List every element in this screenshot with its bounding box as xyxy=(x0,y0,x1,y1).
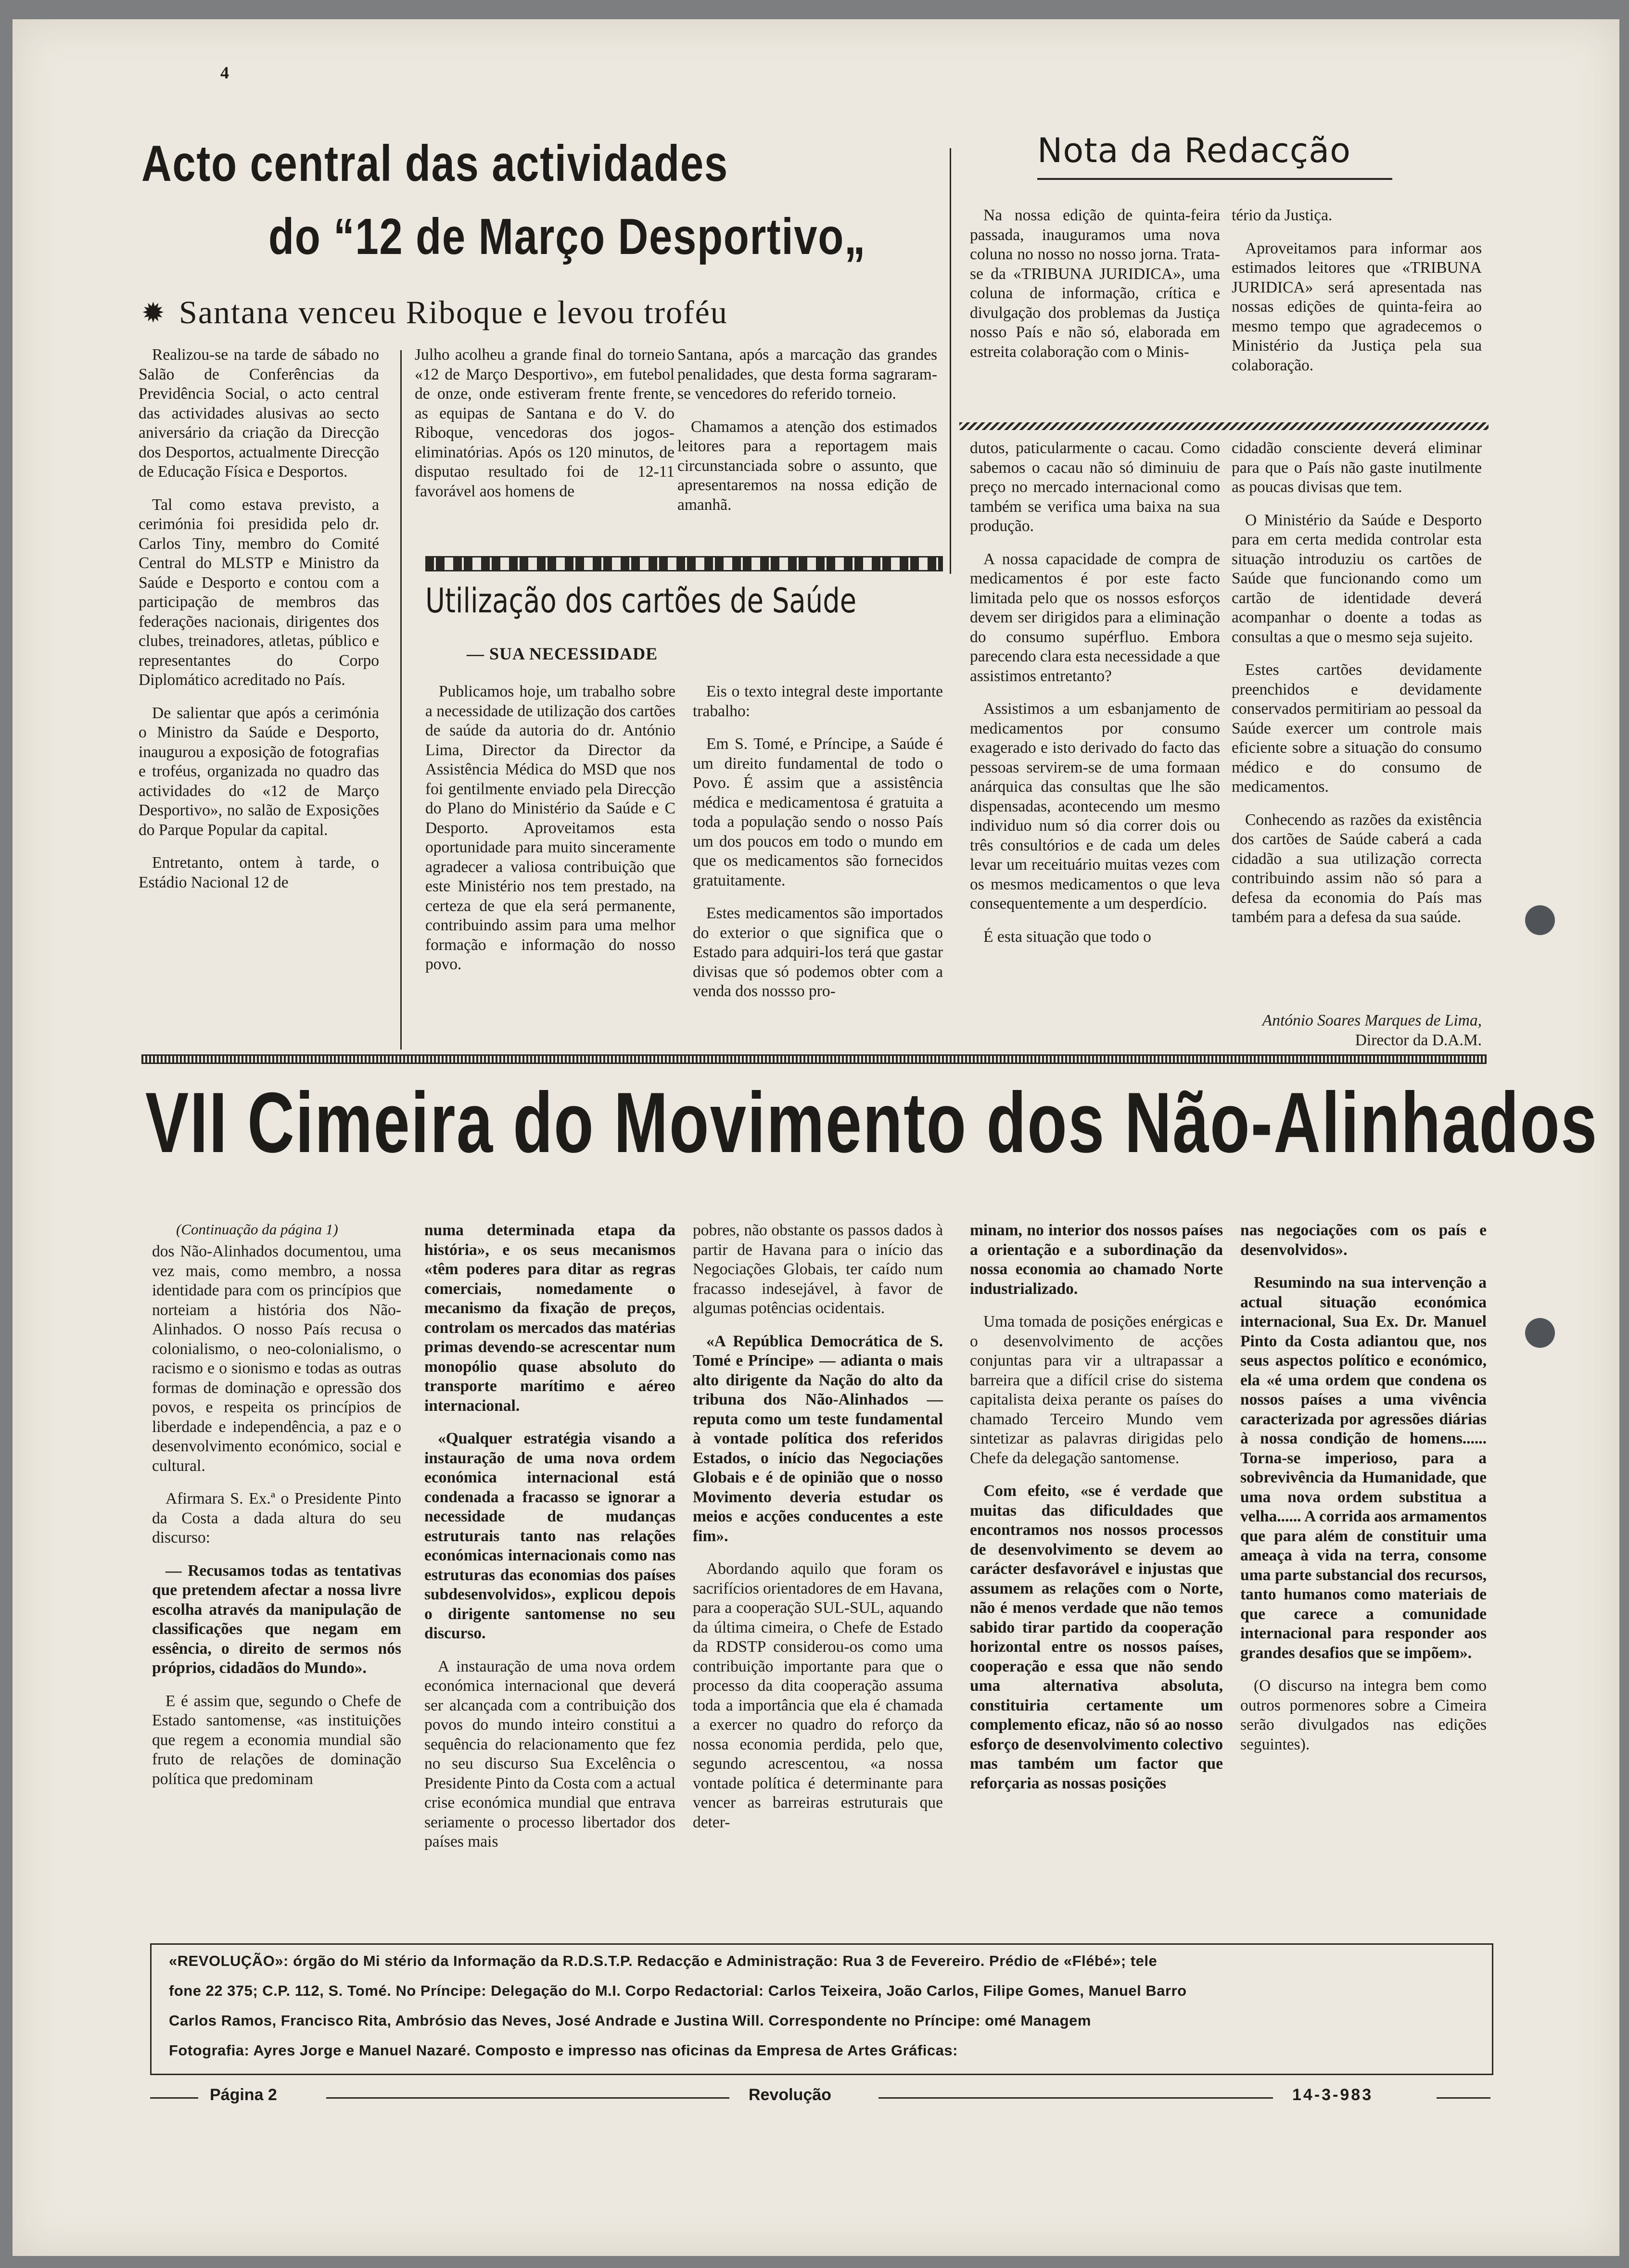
cimeira-column-4 xyxy=(970,1221,1223,1807)
paragraph: «Qualquer estratégia visando a instauração de uma nova ordem económica internacional está condenada a fracasso se ignorar a necessidade de mudanças estruturais tanto nas relações económicas internacionais como nas estruturas das economias dos países subdesenvolvidos», explicou depois o dirigente santomense no seu discurso. xyxy=(424,1430,675,1642)
paragraph: O Ministério da Saúde e Desporto para em certa medida controlar esta situação introduziu os cartões de Saúde que funcionando como um cartão de identidade deverá acompanhar o doente a todas as consultas a que o mesmo seja sujeito. xyxy=(1232,511,1482,646)
paragraph: Afirmara S. Ex.ª o Presidente Pinto da Costa a dada altura do seu discurso: xyxy=(152,1490,401,1546)
paragraph: Chamamos a atenção dos estimados leitores para a reportagem mais circunstanciada sobre o assunto, que apresentaremos na nossa edição de amanhã. xyxy=(677,418,937,514)
masthead-box xyxy=(150,1943,1493,2075)
article1-headline-line1: Acto central das actividades xyxy=(141,135,728,192)
cimeira-column-2 xyxy=(424,1221,675,1865)
continuation-note: (Continuação da página 1) xyxy=(176,1221,338,1238)
cimeira-column-3 xyxy=(693,1221,943,1846)
star-bullet-icon: ✹ xyxy=(141,297,165,329)
paragraph: minam, no interior dos nossos países a orientação e a subordinação da nossa economia ao chamado Norte industrializado. xyxy=(970,1221,1223,1298)
footer-rule xyxy=(326,2097,729,2099)
chain-ornament-rule xyxy=(425,556,943,571)
nota-column-1 xyxy=(970,206,1220,375)
paragraph: É esta situação que todo o xyxy=(983,927,1151,946)
paragraph: Com efeito, «se é verdade que muitas das dificuldades que encontramos nos nossos processos de desenvolvimento se devem ao carácter desfavorável e injustas que assumem as relações com o Norte, não é menos verdade que não temos sabido tirar partido da cooperação horizontal entre os nossos países, cooperação e essa que não sendo uma alternativa absoluta, constituiria certamente um complemento eficaz, não só ao nosso esforço de desenvolvimento colectivo mas também um factor que reforçaria as nossas posições xyxy=(970,1482,1223,1792)
paragraph: tério da Justiça. xyxy=(1232,206,1333,224)
newspaper-page xyxy=(13,19,1619,2256)
paragraph: E é assim que, segundo o Chefe de Estado santomense, «as instituições que regem a economia mundial são fruto de relações de dominação política que predominam xyxy=(152,1692,401,1788)
cimeira-headline: VII Cimeira do Movimento dos Não-Alinhados xyxy=(145,1075,1598,1170)
wavy-divider xyxy=(959,422,1489,430)
paragraph: Assistimos a um esbanjamento de medicamentos por consumo exagerado e isto derivado do facto das pessoas servirem-se de uma formaan anárquica das consultas que lhe são dispensadas, acontecendo um mesmo individuo num só dia correr dois ou três consultórios e de cada um deles levar um receituário muitas vezes com os mesmos medicamentos o que leva consequentemente a um desperdício. xyxy=(970,700,1220,912)
paragraph: pobres, não obstante os passos dados à partir de Havana para o início das Negociações Globais, ter caído num fracasso indesejável, à favor de algumas potências ocidentais. xyxy=(693,1221,943,1317)
article1-headline-line2: do “12 de Março Desportivo„ xyxy=(268,208,866,265)
paragraph: «A República Democrática de S. Tomé e Príncipe» — adianta o mais alto dirigente da Nação do alto da tribuna dos Não-Alinhados — reputa como um teste fundamental à vontade política dos referidos Estados, o início das Negociações Globais e é de opinião que o nosso Movimento deveria estudar os meios e acções conducentes a este fim». xyxy=(693,1332,943,1545)
paragraph: dutos, paticularmente o cacau. Como sabemos o cacau não só diminuiu de preço no mercado internacional como também se verifica uma baixa na sua produção. xyxy=(970,439,1220,535)
paragraph: Resumindo na sua intervenção a actual situação económica internacional, Sua Ex. Dr. Manuel Pinto da Costa adiantou que, nos seus aspectos político e económico, ela «é uma ordem que condena os nossos países a uma vivência caracterizada por agressões diárias à nossa condição de homens...... Torna-se imperioso, para a sobrevivência da Humanidade, que uma nova ordem substitua a velha...... A corrida aos armamentos que para além de constituir uma ameaça à vida na terra, consome uma parte substancial dos recursos, tanto humanos como materiais de que carece a comunidade internacional para responder aos grandes desafios que se impõem». xyxy=(1240,1274,1487,1662)
article1-column-1 xyxy=(139,345,379,906)
paragraph: Estes medicamentos são importados do exterior o que significa que o Estado para adquiri-los terá que gastar divisas que só podemos obter com a venda dos nossso pro- xyxy=(693,904,943,1000)
paragraph: Julho acolheu a grande final do torneio «12 de Março Desportivo», em futebol de onze, onde estiveram frente frente, as equipas de Santana e do V. do Riboque, vencedoras dos jogos-eliminatórias. Após os 120 minutos, de disputao resultado foi de 12-11 favorável aos homens de xyxy=(415,346,675,500)
signature-name: António Soares Marques de Lima, xyxy=(1262,1012,1482,1029)
binder-hole xyxy=(1525,1318,1555,1348)
footer-rule xyxy=(150,2097,198,2099)
paragraph: cidadão consciente deverá eliminar para que o País não gaste inutilmente as poucas divisas que tem. xyxy=(1232,439,1482,496)
paragraph: — Recusamos todas as tentativas que pretendem afectar a nossa livre escolha através da manipulação de classificações que negam em essência, o direito de sermos nós próprios, cidadãos do Mundo». xyxy=(152,1561,401,1677)
paragraph: nas negociações com os país e desenvolvidos». xyxy=(1240,1221,1487,1259)
page-corner-mark: 4 xyxy=(220,63,229,82)
footer-paper-name: Revolução xyxy=(749,2086,831,2104)
paragraph: A nossa capacidade de compra de medicamentos é por este facto limitada pelo que os nossos esforços devem ser dirigidos para a eliminação do consumo supérfluo. Embora parecendo clara esta necessidade a que assistimos entretanto? xyxy=(970,550,1220,685)
saude-title: Utilização dos cartões de Saúde xyxy=(425,581,857,621)
masthead-line-2: fone 22 375; C.P. 112, S. Tomé. No Príncipe: Delegação do M.I. Corpo Redactorial: Carlos Teixeira, João Carlos, Filipe Gomes, Manuel Barro xyxy=(169,1982,1187,1999)
paragraph: Estes cartões devidamente preenchidos e devidamente conservados permitiriam ao pessoal da Saúde exercer um controle mais eficiente sobre a situação do consumo médico e do consumo de medicamentos. xyxy=(1232,661,1482,796)
saude-column-1 xyxy=(425,682,675,988)
cimeira-column-1 xyxy=(152,1242,401,1802)
nota-title-underline xyxy=(1037,178,1392,180)
saude-column-2 xyxy=(693,682,943,1015)
paragraph: Conhecendo as razões da existência dos cartões de Saúde caberá a cada cidadão a sua utilização correcta contribuindo assim não só para a defesa da economia do País mas também para a defesa da sua saúde. xyxy=(1232,811,1482,926)
section-double-rule xyxy=(141,1054,1487,1064)
paragraph: (O discurso na integra bem como outros pormenores sobre a Cimeira serão divulgados nas edições seguintes). xyxy=(1240,1677,1487,1753)
saude-column-3 xyxy=(970,439,1220,960)
cimeira-column-5 xyxy=(1240,1221,1487,1768)
masthead-line-1: «REVOLUÇÃO»: órgão do Mi stério da Informação da R.D.S.T.P. Redacção e Administração: Rua 3 de Fevereiro. Prédio de «Flébé»; tele xyxy=(169,1952,1158,1969)
paragraph: numa determinada etapa da história», e os seus mecanismos «têm poderes para ditar as regras comerciais, nomedamente o mecanismo da fixação de preços, controlam os mercados das matérias primas devendo-se acrescentar num monopólio quase absoluto do transporte marítimo e aéreo internacional. xyxy=(424,1221,675,1415)
saude-signature xyxy=(1232,1011,1482,1050)
paragraph: De salientar que após a cerimónia o Ministro da Saúde e Desporto, inaugurou a exposição de fotografias e troféus, organizada no quadro das actividades do «12 de Março Desportivo», no salão de Exposições do Parque Popular da capital. xyxy=(139,704,379,839)
saude-column-4 xyxy=(1232,439,1482,941)
nota-column-2 xyxy=(1232,206,1482,389)
column-divider xyxy=(950,148,951,574)
paragraph: Publicamos hoje, um trabalho sobre a necessidade de utilização dos cartões de saúde da autoria do dr. António Lima, Director da Director da Assistência Médica do MSD que nos foi gentilmente enviado pela Direcção do Plano do Ministério da Saúde e C Desporto. Aproveitamos esta oportunidade para muito sinceramente agradecer a valiosa contribuição que este Ministério nos tem prestado, na certeza de que ela será permanente, contribuindo assim para uma melhor formação e informação do nosso povo. xyxy=(425,683,675,973)
paragraph: Em S. Tomé, e Príncipe, a Saúde é um direito fundamental de todo o Povo. É assim que a assistência médica e medicamentosa é gratuita a toda a população sendo o nosso País um dos poucos em todo o mundo em que os medicamentos são fornecidos gratuitamente. xyxy=(693,735,943,889)
paragraph: Realizou-se na tarde de sábado no Salão de Conferências da Previdência Social, o acto central das actividades alusivas ao secto aniversário da criação da Direcção dos Desportos, actualmente Direcção de Educação Física e Desportos. xyxy=(139,346,379,481)
paragraph: Tal como estava previsto, a cerimónia foi presidida pelo dr. Carlos Tiny, membro do Comité Central do MLSTP e Ministro da Saúde e Desporto e contou com a participação de membros das federações nacionais, dirigentes dos clubes, treinadores, atletas, público e representantes do Corpo Diplomático acreditado no País. xyxy=(139,495,379,689)
footer-rule xyxy=(1437,2097,1490,2099)
column-divider xyxy=(400,350,402,1050)
signature-role: Director da D.A.M. xyxy=(1355,1031,1482,1049)
article1-column-3 xyxy=(677,345,937,528)
paragraph: dos Não-Alinhados documentou, uma vez mais, como membro, a nossa identidade para com os princípios que norteiam a história dos Não-Alinhados. O nosso País recusa o colonialismo, o neo-colonialismo, o racismo e o sionismo e todas as outras formas de dominação e opressão dos povos, e respeita os princípios de liberdade e independência, a paz e o desenvolvimento económico, social e cultural. xyxy=(152,1242,401,1475)
article1-column-2 xyxy=(415,345,675,515)
paragraph: Na nossa edição de quinta-feira passada, inauguramos uma nova coluna no nosso no nosso jorna. Trata-se da «TRIBUNA JURIDICA», uma coluna de informação, crítica e divulgação dos problemas da Justiça nosso País e não só, elaborada em estreita colaboração com o Minis- xyxy=(970,206,1220,361)
footer-page-label: Página 2 xyxy=(210,2086,277,2104)
paragraph: Aproveitamos para informar aos estimados leitores que «TRIBUNA JURIDICA» será apresentada nas nossas edições de quinta-feira ao mesmo tempo que agradecemos o Ministério da Justiça pela sua colaboração. xyxy=(1232,239,1482,374)
footer-date: 14-3-983 xyxy=(1292,2086,1374,2104)
nota-title: Nota da Redacção xyxy=(1037,131,1351,170)
paragraph: Entretanto, ontem à tarde, o Estádio Nacional 12 de xyxy=(139,854,379,891)
paragraph: Santana, após a marcação das grandes penalidades, que desta forma sagraram-se vencedores do referido torneio. xyxy=(677,346,937,403)
paragraph: Eis o texto integral deste importante trabalho: xyxy=(693,683,943,720)
binder-hole xyxy=(1525,905,1555,935)
footer-rule xyxy=(878,2097,1273,2099)
saude-kicker: — SUA NECESSIDADE xyxy=(467,644,658,663)
article1-subhead: Santana venceu Riboque e levou troféu xyxy=(179,294,728,330)
paragraph: A instauração de uma nova ordem económica internacional que deverá ser alcançada com a contribuição dos povos do mundo inteiro constitui a sequência do relacionamento que fez no seu discurso Sua Excelência o Presidente Pinto da Costa com a actual crise económica mundial que entrava seriamente o processo libertador dos países mais xyxy=(424,1657,675,1850)
paragraph: Uma tomada de posições enérgicas e o desenvolvimento de acções conjuntas para vir a ultrapassar a barreira que a difícil crise do sistema capitalista deixa perante os países do chamado Terceiro Mundo vem sintetizar as palavras dirigidas pelo Chefe da delegação santomense. xyxy=(970,1313,1223,1467)
masthead-line-4: Fotografia: Ayres Jorge e Manuel Nazaré. Composto e impresso nas oficinas da Empresa de Artes Gráficas: xyxy=(169,2042,958,2059)
paragraph: Abordando aquilo que foram os sacrifícios orientadores de em Havana, para a cooperação SUL-SUL, aquando da última cimeira, o Chefe de Estado da RDSTP considerou-os como uma contribuição importante para que o processo da dita cooperação assuma toda a importância que ela é chamada a exercer no quadro do reforço da nossa economia perdida, pelo que, segundo acrescentou, «a nossa vontade política é determinante para vencer as barreiras estruturais que deter- xyxy=(693,1560,943,1831)
masthead-line-3: Carlos Ramos, Francisco Rita, Ambrósio das Neves, José Andrade e Justina Will. Correspondente no Príncipe: omé Managem xyxy=(169,2012,1091,2029)
